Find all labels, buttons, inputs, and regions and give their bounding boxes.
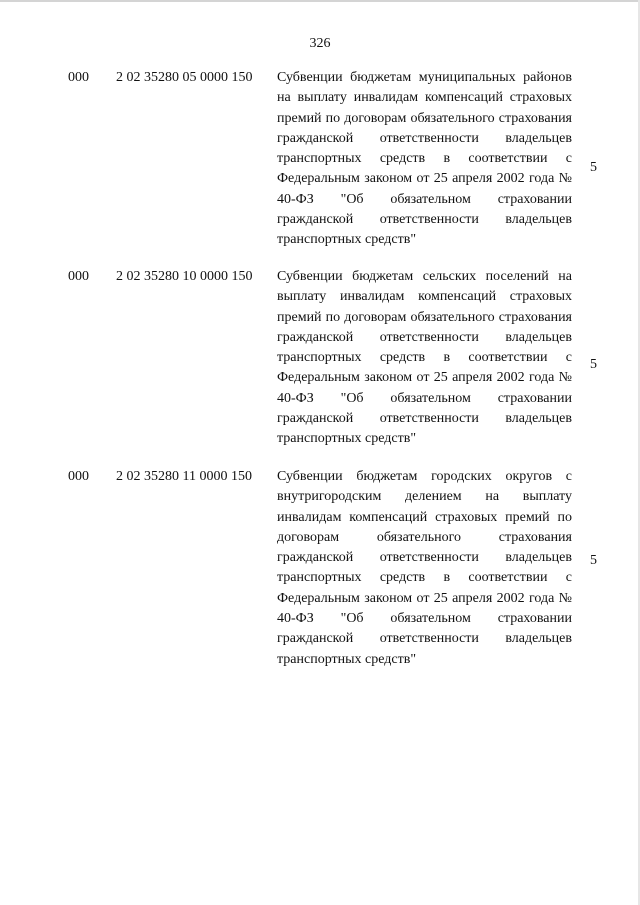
scan-top-edge — [0, 0, 640, 2]
row-description: Субвенции бюджетам городских округов с внутригородским делением на выплату инвалидам компенсаций страховых премий по договорам обязательного страхования гражданской ответственности владельцев транспортных средств в соответствии с Федеральным законом от 25 апреля 2002 года № 40-ФЗ "Об обязательном страховании гражданской ответственности владельцев транспортных средств" — [277, 469, 572, 667]
row-description: Субвенции бюджетам муниципальных районов на выплату инвалидам компенсаций страховых премий по договорам обязательного страхования гражданской ответственности владельцев транспортных средств в соответствии с Федеральным законом от 25 апреля 2002 года № 40-ФЗ "Об обязательном страховании гражданской ответственности владельцев транспортных средств" — [277, 70, 572, 248]
row-amount: 5 — [590, 160, 597, 175]
row-amount: 5 — [590, 357, 597, 372]
budget-classification-code: 2 02 35280 11 0000 150 — [116, 469, 252, 484]
admin-code: 000 — [68, 469, 89, 484]
budget-classification-code: 2 02 35280 10 0000 150 — [116, 269, 253, 284]
row-amount: 5 — [590, 553, 597, 568]
row-description: Субвенции бюджетам сельских поселений на выплату инвалидам компенсаций страховых премий по договорам обязательного страхования гражданской ответственности владельцев транспортных средств в соответствии с Федеральным законом от 25 апреля 2002 года № 40-ФЗ "Об обязательном страховании гражданской ответственности владельцев транспортных средств" — [277, 269, 572, 447]
budget-classification-code: 2 02 35280 05 0000 150 — [116, 70, 253, 85]
admin-code: 000 — [68, 269, 89, 284]
page-number: 326 — [309, 36, 331, 51]
admin-code: 000 — [68, 70, 89, 85]
